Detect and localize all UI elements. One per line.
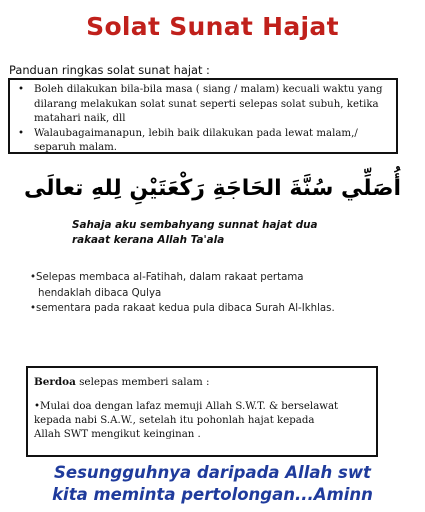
guide-item-best-time <box>18 127 390 156</box>
doa-line: Allah SWT mengikut keinginan . <box>34 429 201 440</box>
doa-heading-rest: selepas memberi salam : <box>75 376 210 388</box>
arabic-niat: أُصَلِّي سُنَّةَ الحَاجَةِ رَكْعَتَيْنِ لِلهِ تعالَى <box>23 176 402 201</box>
guide-item-line: dilarang melakukan solat sunat seperti selepas solat subuh, ketika <box>34 98 379 110</box>
page-title: Solat Sunat Hajat <box>86 12 339 41</box>
translation-line: Sahaja aku sembahyang sunnat hajat dua <box>72 219 318 231</box>
guide-box <box>8 78 398 154</box>
doa-line: kepada nabi S.A.W., setelah itu pohonlah hajat kepada <box>34 415 315 426</box>
note-line: •Selepas membaca al-Fatihah, dalam rakaat pertama <box>30 272 304 283</box>
translation-line: rakaat kerana Allah Ta'ala <box>72 234 225 246</box>
doa-box <box>26 366 378 457</box>
guide-item-line: Boleh dilakukan bila-bila masa ( siang / malam) kecuali waktu yang <box>34 84 383 95</box>
doa-body <box>34 400 369 442</box>
niat-translation <box>72 218 332 248</box>
note-line: hendaklah dibaca Qulya <box>38 287 162 299</box>
note-line: •sementara pada rakaat kedua pula dibaca Surah Al-Ikhlas. <box>30 303 335 315</box>
guide-list <box>18 83 390 156</box>
guide-item-line: matahari naik, dll <box>34 113 126 125</box>
doa-heading <box>34 376 369 388</box>
guide-label: Panduan ringkas solat sunat hajat : <box>9 63 210 77</box>
bullet-icon: • <box>18 127 25 139</box>
rakaat-notes <box>30 270 410 317</box>
guide-item-timing <box>18 83 390 127</box>
guide-item-line: Walaubagaimanapun, lebih baik dilakukan pada lewat malam,/ <box>34 127 358 139</box>
closing-line: Sesungguhnya daripada Allah swt <box>54 463 371 482</box>
bullet-icon: • <box>18 84 25 95</box>
doa-line: •Mulai doa dengan lafaz memuji Allah S.W.T. & berselawat <box>34 401 339 412</box>
closing-text <box>0 462 425 506</box>
closing-line: kita meminta pertolongan...Aminn <box>52 485 373 504</box>
guide-item-line: separuh malam. <box>34 142 118 154</box>
doa-heading-bold: Berdoa <box>34 376 76 388</box>
